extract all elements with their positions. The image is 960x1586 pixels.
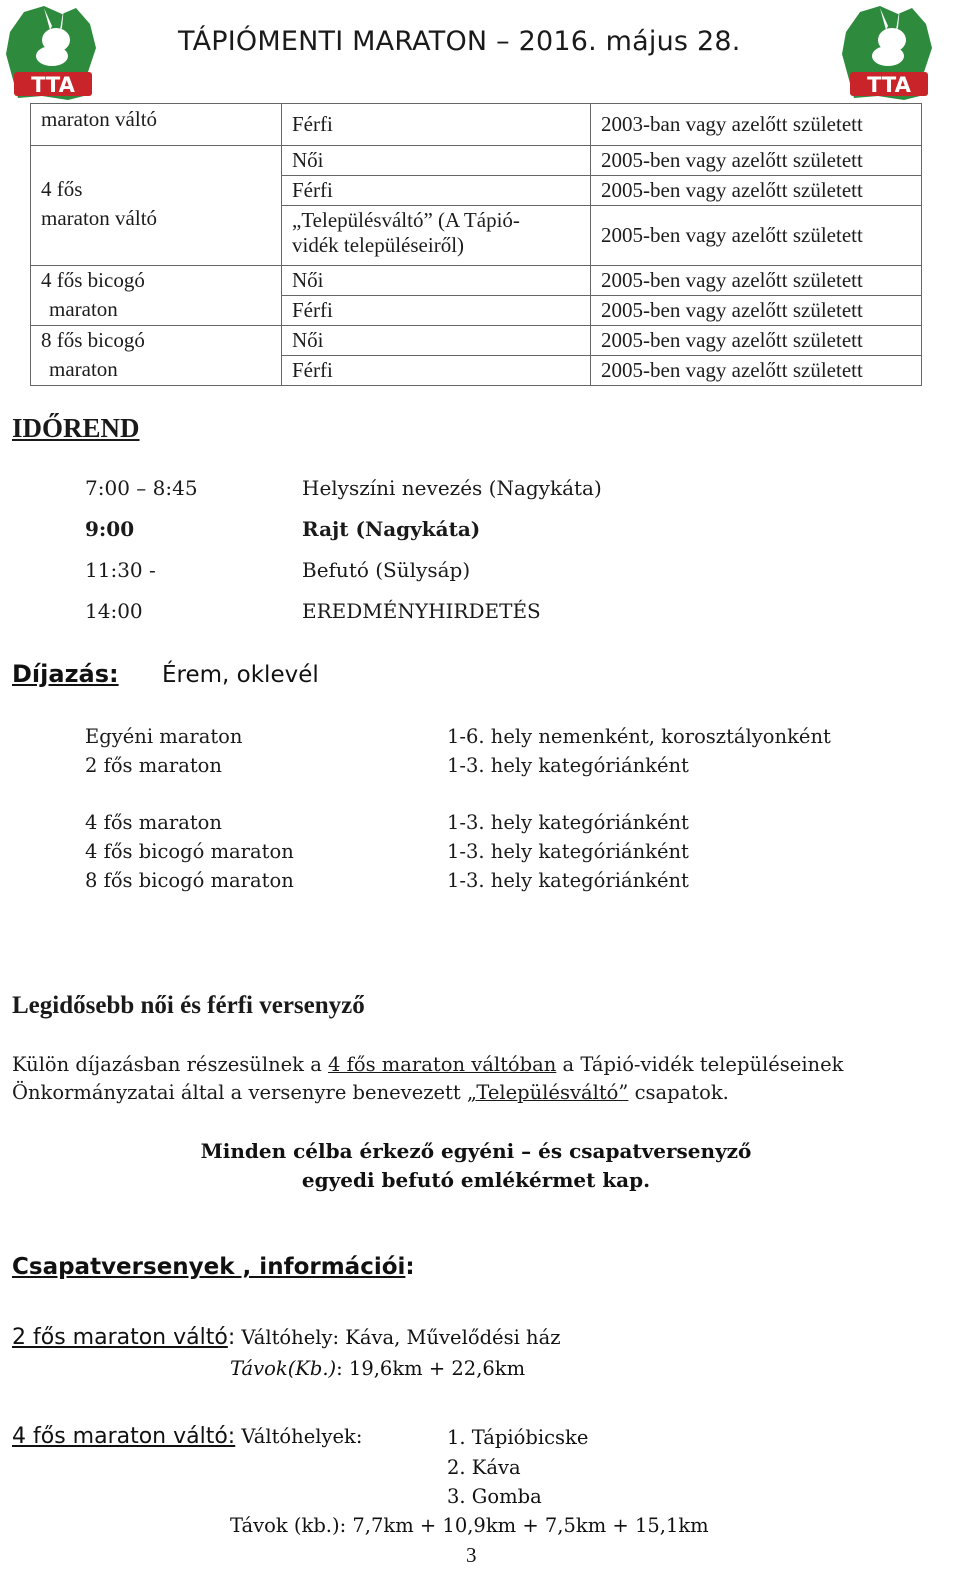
prizes-title: Díjazás: [12,660,119,688]
relay2-colon: : [227,1325,236,1350]
prize-category: Egyéni maraton [85,725,243,748]
table-cell-age: 2005-ben vagy azelőtt született [591,356,922,386]
schedule-time: 9:00 [85,517,135,541]
category-line: maraton [49,297,118,321]
teams-title-colon: : [405,1254,415,1280]
text: Külön díjazásban részesülnek a [12,1053,329,1076]
prize-rule: 1-3. hely kategóriánként [447,840,689,863]
schedule-time: 14:00 [85,599,143,623]
prize-rule: 1-6. hely nemenként, korosztályonként [447,725,831,748]
gender-line: „Településváltó” (A Tápió- [292,208,520,232]
schedule-title: IDŐREND [12,413,140,443]
table-cell-gender: Női [282,326,591,356]
text: Önkormányzatai által a versenyre benevezett [12,1081,467,1104]
schedule-event: Rajt (Nagykáta) [302,517,481,541]
table-cell-gender: Női [282,266,591,296]
page-title: TÁPIÓMENTI MARATON – 2016. május 28. [178,26,741,57]
category-line: 4 fős [41,177,83,201]
relay4-place: 2. Káva [447,1456,521,1479]
relay2-distances [230,1357,525,1380]
relay4-place: 1. Tápióbicske [447,1426,589,1449]
table-cell-gender: Férfi [282,176,591,206]
table-cell-category [31,266,282,326]
schedule-time: 11:30 - [85,558,156,582]
table-cell-age: 2005-ben vagy azelőtt született [591,146,922,176]
teams-title-text: Csapatversenyek , információi [12,1254,406,1280]
table-cell-category: maraton váltó [31,104,282,146]
prize-category: 4 fős bicogó maraton [85,840,294,863]
table-cell-age: 2003-ban vagy azelőtt született [591,104,922,146]
teams-title [12,1254,415,1280]
text: csapatok. [628,1081,729,1104]
relay-link: 4 fős maraton váltóban [328,1053,557,1076]
table-cell-gender: Férfi [282,356,591,386]
relay2-dist-value: : 19,6km + 22,6km [336,1357,526,1380]
page-number: 3 [466,1543,477,1567]
table-row [31,146,922,176]
category-line: 4 fős bicogó [41,268,145,292]
table-cell-gender: Férfi [282,104,591,146]
schedule-time: 7:00 – 8:45 [85,476,198,500]
table-cell-gender [282,206,591,266]
table-cell-gender: Férfi [282,296,591,326]
table-cell-age: 2005-ben vagy azelőtt született [591,266,922,296]
medal-line1: Minden célba érkező egyéni – és csapatversenyző [200,1139,752,1163]
prizes-value: Érem, oklevél [162,662,319,688]
category-table [30,103,922,386]
relay2-dist-label: Távok(Kb.) [230,1357,337,1380]
oldest-title: Legidősebb női és férfi versenyző [12,992,365,1019]
oldest-paragraph-line2 [12,1081,729,1104]
oldest-paragraph-line1 [12,1053,843,1076]
medal-line2: egyedi befutó emlékérmet kap. [301,1168,651,1192]
relay2-text: Váltóhely: Káva, Művelődési ház [235,1326,561,1349]
relay4-text: Váltóhelyek: [235,1425,363,1448]
prize-rule: 1-3. hely kategóriánként [447,811,689,834]
table-row [31,104,922,146]
schedule-event: Helyszíni nevezés (Nagykáta) [302,476,602,500]
prize-rule: 1-3. hely kategóriánként [447,869,689,892]
text: a Tápió-vidék településeinek [556,1053,844,1076]
table-cell-category [31,326,282,386]
prize-category: 4 fős maraton [85,811,222,834]
gender-line: vidék településeiről) [292,233,465,257]
relay4-place: 3. Gomba [447,1485,542,1508]
settlement-relay-link: „Településváltó” [466,1081,629,1104]
tta-logo-right [840,2,936,102]
prize-category: 8 fős bicogó maraton [85,869,294,892]
category-line: maraton váltó [41,206,158,230]
table-row [31,266,922,296]
schedule-event: EREDMÉNYHIRDETÉS [302,599,541,623]
table-cell-age: 2005-ben vagy azelőtt született [591,176,922,206]
category-line: maraton [49,357,118,381]
table-row [31,326,922,356]
logo-text: TTA [867,73,911,97]
prize-rule: 1-3. hely kategóriánként [447,754,689,777]
relay2-line [12,1325,561,1350]
schedule-event: Befutó (Sülysáp) [302,558,471,582]
relay4-distances: Távok (kb.): 7,7km + 10,9km + 7,5km + 15,1km [230,1514,709,1537]
category-line: 8 fős bicogó [41,328,145,352]
tta-logo-left [4,2,100,102]
table-cell-age: 2005-ben vagy azelőtt született [591,206,922,266]
relay4-label: 4 fős maraton váltó: [12,1424,236,1449]
table-cell-age: 2005-ben vagy azelőtt született [591,296,922,326]
relay4-line [12,1424,362,1449]
relay2-label: 2 fős maraton váltó [12,1325,228,1350]
table-cell-age: 2005-ben vagy azelőtt született [591,326,922,356]
logo-text: TTA [31,73,75,97]
table-cell-category [31,146,282,266]
prize-category: 2 fős maraton [85,754,222,777]
table-cell-gender: Női [282,146,591,176]
